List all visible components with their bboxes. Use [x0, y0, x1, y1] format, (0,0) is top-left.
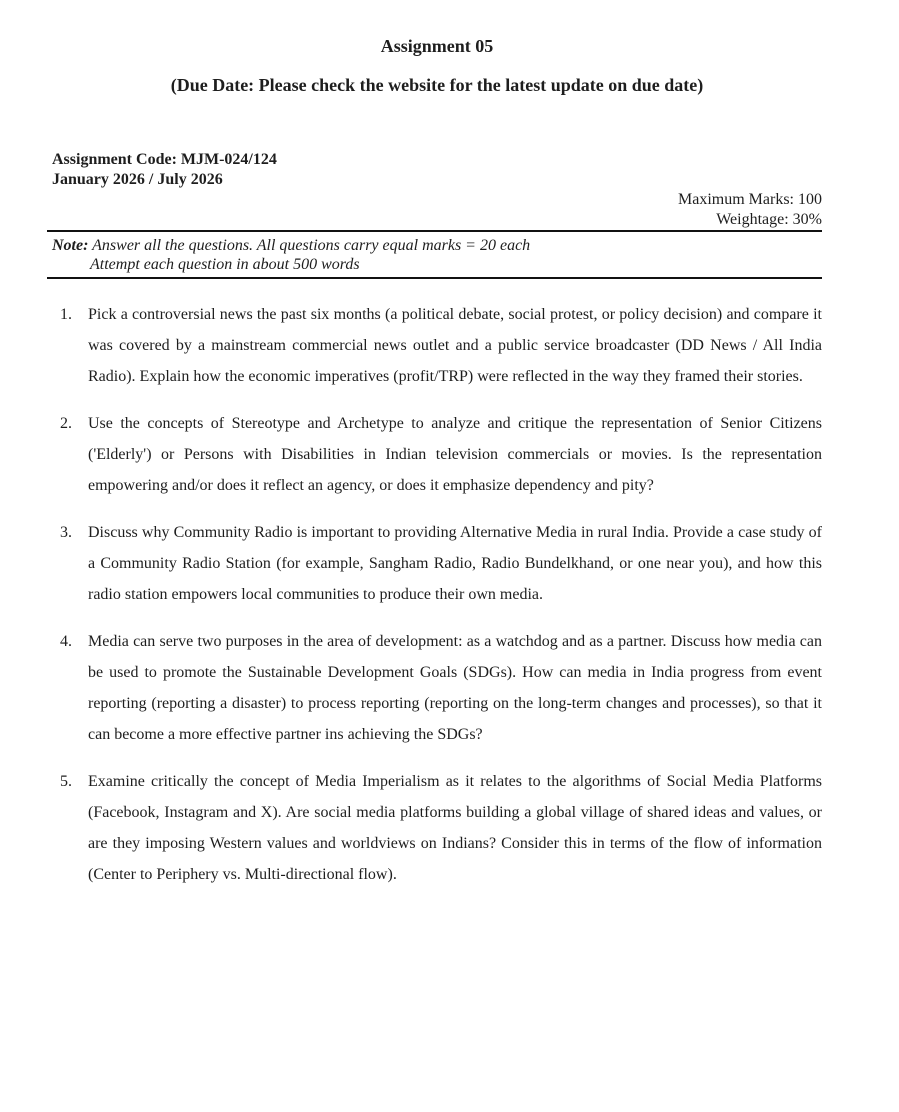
note-line-1: [52, 236, 822, 255]
assignment-code: Assignment Code: MJM-024/124: [52, 151, 277, 168]
question-1-text: Pick a controversial news the past six months (a political debate, social protest, or policy decision) and compare it was covered by a mainstream commercial news outlet and a public service broadcaster (DD News / All India Radio). Explain how the economic imperatives (profit/TRP) were reflected in the way they framed their stories.: [88, 306, 822, 385]
question-5: [52, 766, 822, 890]
document-title: Assignment 05: [380, 36, 494, 56]
question-2: [52, 408, 822, 501]
weightage: Weightage: 30%: [716, 211, 822, 228]
maximum-marks: Maximum Marks: 100: [678, 191, 822, 208]
note-block: [52, 232, 822, 277]
question-4-number: 4.: [60, 633, 72, 650]
note-line-2: Attempt each question in about 500 words: [90, 256, 360, 273]
question-2-number: 2.: [60, 415, 72, 432]
note-label: Note:: [52, 237, 89, 254]
question-5-text: Examine critically the concept of Media Imperialism as it relates to the algorithms of Social Media Platforms (Facebook, Instagram and X). Are social media platforms building a global village of shared ideas and values, or are they imposing Western values and worldviews on Indians? Consider this in terms of the flow of information (Center to Periphery vs. Multi-directional flow).: [88, 773, 822, 883]
question-4: [52, 626, 822, 750]
question-1-number: 1.: [60, 306, 72, 323]
question-3-text: Discuss why Community Radio is important to providing Alternative Media in rural India. Provide a case study of a Community Radio Station (for example, Sangham Radio, Radio Bundelkhand, or one near you), and how this radio station empowers local communities to produce their own media.: [88, 524, 822, 603]
question-1: [52, 299, 822, 392]
question-4-text: Media can serve two purposes in the area of development: as a watchdog and as a partner. Discuss how media can be used to promote the Sustainable Development Goals (SDGs). How can media in India progress from event reporting (reporting a disaster) to process reporting (reporting on the long-term changes and processes), so that it can become a more effective partner ins achieving the SDGs?: [88, 633, 822, 743]
question-3-number: 3.: [60, 524, 72, 541]
question-2-text: Use the concepts of Stereotype and Archetype to analyze and critique the representation of Senior Citizens ('Elderly') or Persons with Disabilities in Indian television commercials or movies. Is the representation empowering and/or does it reflect an agency, or does it emphasize dependency and pity?: [88, 415, 822, 494]
question-5-number: 5.: [60, 773, 72, 790]
note-text: Answer all the questions. All questions carry equal marks = 20 each: [92, 237, 531, 254]
question-3: [52, 517, 822, 610]
session: January 2026 / July 2026: [52, 171, 223, 188]
divider-bottom: [47, 277, 822, 279]
document-subtitle: (Due Date: Please check the website for the latest update on due date): [170, 75, 704, 95]
meta-block: [52, 150, 822, 230]
question-list: [52, 299, 822, 890]
